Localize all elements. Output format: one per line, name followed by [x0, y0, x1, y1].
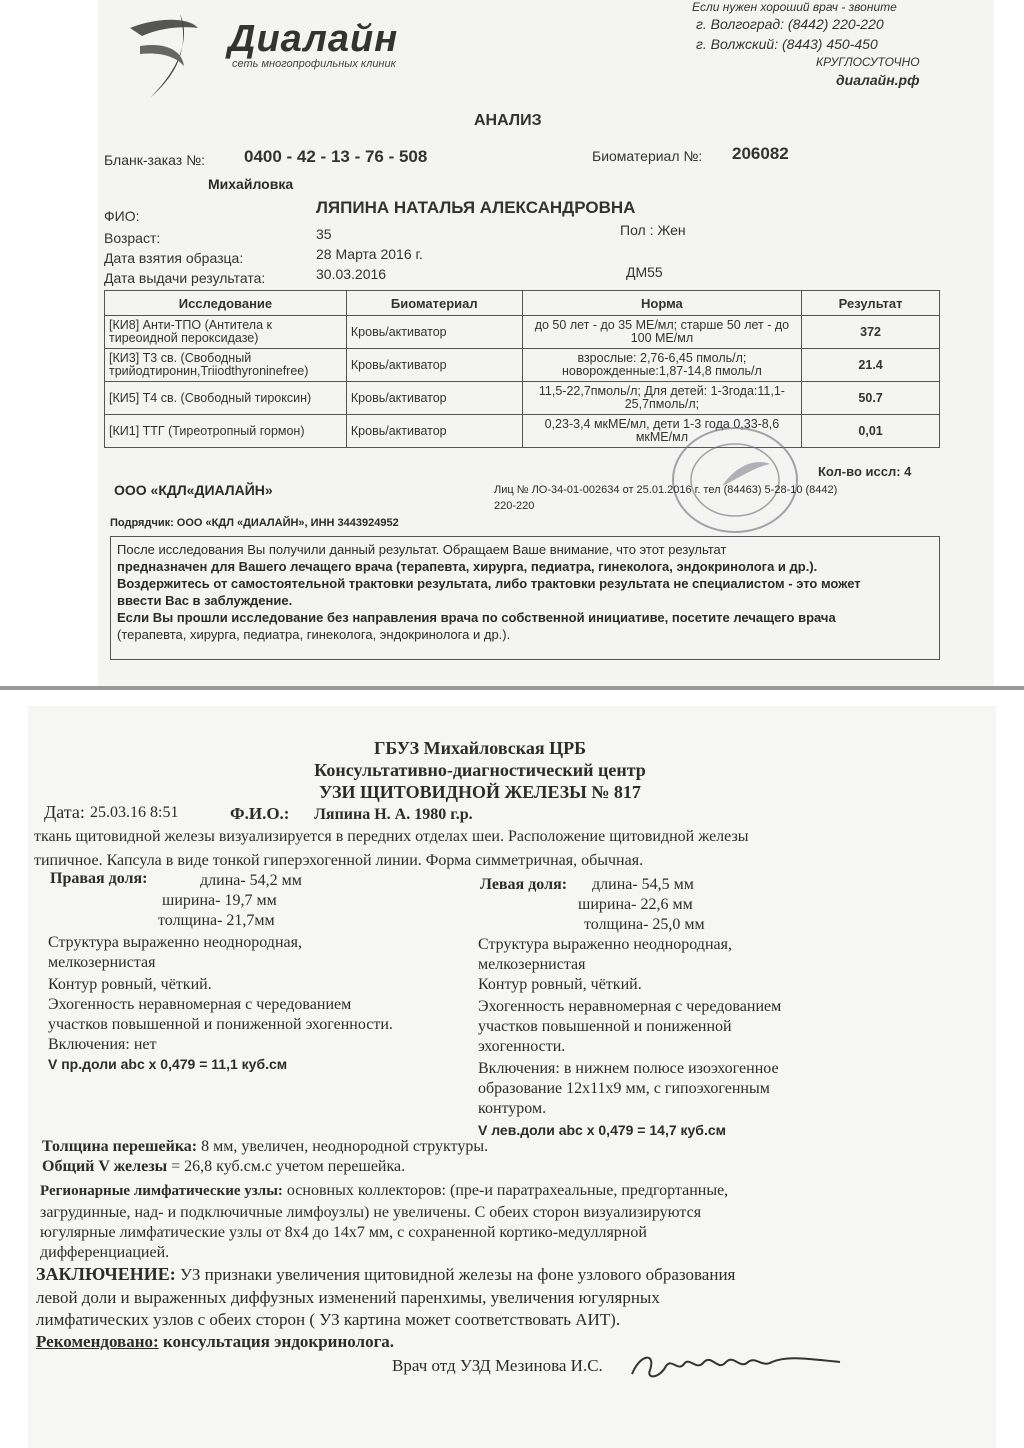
left-lobe-structure: мелкозернистая [478, 956, 586, 973]
sheet-edge [0, 686, 1024, 690]
results-table [104, 290, 940, 448]
lymph-nodes-text: загрудинные, над- и подключичные лимфоузлы) не увеличены. С обеих сторон визуализируются [40, 1204, 702, 1221]
recommendation-text: консультация эндокринолога. [158, 1332, 395, 1351]
recommendation-label: Рекомендовано: [36, 1332, 159, 1351]
us-date: 25.03.16 8:51 [90, 804, 179, 821]
lymph-nodes-line [40, 1182, 728, 1200]
right-lobe-width: ширина- 19,7 мм [162, 892, 277, 909]
right-lobe-echo: участков повышенной и пониженной эхогенности. [48, 1016, 393, 1033]
location: Михайловка [208, 176, 294, 192]
doctor-name: Врач отд УЗД Мезинова И.С. [392, 1356, 603, 1375]
code: ДМ55 [626, 264, 663, 280]
right-lobe-contour: Контур ровный, чёткий. [48, 976, 212, 993]
notice-line: (терапевта, хирурга, педиатра, гинеколога, эндокринолога и др.). [117, 627, 511, 642]
right-lobe-thickness: толщина- 21,7мм [158, 912, 275, 929]
contact-volzhsky: г. Волжский: (8443) 450-450 [696, 36, 878, 52]
notice-line: Если Вы прошли исследование без направления врача по собственной инициативе, посетите лечащего врача [117, 610, 836, 625]
license: Лиц № ЛО-34-01-002634 от 25.01.2016 г. тел (84463) 5-28-10 (8442) [494, 484, 838, 496]
top-note: Если нужен хороший врач - звоните [692, 0, 897, 14]
test-norm: взрослые: 2,76-6,45 пмоль/л; новорожденные:1,87-14,8 пмоль/л [522, 349, 802, 382]
left-lobe-echo: участков повышенной и пониженной [478, 1018, 732, 1035]
order-label: Бланк-заказ №: [104, 152, 205, 168]
table-header-row [105, 291, 940, 316]
right-lobe-structure: мелкозернистая [48, 954, 156, 971]
total-volume-label: Общий V железы [42, 1158, 168, 1175]
right-lobe-structure: Структура выраженно неоднородная, [48, 934, 302, 951]
conclusion-text: УЗ признаки увеличения щитовидной железы на фоне узлового образования [175, 1265, 736, 1284]
us-intro-line: ткань щитовидной железы визуализируется в передних отделах шеи. Расположение щитовидной железы [34, 828, 749, 845]
age-value: 35 [316, 226, 332, 242]
notice-line: После исследования Вы получили данный результат. Обращаем Ваше внимание, что этот результат [117, 542, 727, 557]
header-material: Биоматериал [346, 291, 522, 316]
contact-volgograd: г. Волгоград: (8442) 220-220 [696, 16, 884, 32]
conclusion-line [36, 1264, 735, 1285]
biomaterial-number: 206082 [732, 144, 789, 163]
doctor-signature-icon [626, 1340, 846, 1390]
table-row [105, 415, 940, 448]
left-lobe-inclusions: образование 12х11х9 мм, с гипоэхогенным [478, 1080, 770, 1097]
lymph-nodes-label: Регионарные лимфатические узлы: [40, 1183, 283, 1199]
test-norm: 11,5-22,7пмоль/л; Для детей: 1-3года:11,1-25,7пмоль/л; [522, 382, 802, 415]
sample-date-label: Дата взятия образца: [104, 250, 244, 266]
total-volume-value: = 26,8 куб.см.с учетом перешейка. [167, 1158, 406, 1175]
contractor: Подрядчик: ООО «КДЛ «ДИАЛАЙН», ИНН 3443924952 [110, 517, 399, 529]
left-lobe-thickness: толщина- 25,0 мм [584, 916, 705, 933]
us-header-hospital: ГБУЗ Михайловская ЦРБ [373, 738, 586, 758]
lab-title: АНАЛИЗ [474, 112, 542, 129]
notice-line: Воздержитесь от самостоятельной трактовки результата, либо трактовки результата не специалистом - это может [117, 576, 861, 591]
header-test: Исследование [105, 291, 347, 316]
test-result: 50.7 [802, 382, 940, 415]
test-material: Кровь/активатор [346, 382, 522, 415]
right-lobe-length: длина- 54,2 мм [200, 872, 302, 889]
isthmus-line [42, 1138, 488, 1156]
test-material: Кровь/активатор [346, 349, 522, 382]
test-name: [КИ1] ТТГ (Тиреотропный гормон) [105, 415, 347, 448]
test-norm: 0,23-3,4 мкМЕ/мл, дети 1-3 года 0,33-8,6 мкМЕ/мл [522, 415, 802, 448]
age-label: Возраст: [104, 230, 161, 246]
left-lobe-structure: Структура выраженно неоднородная, [478, 936, 732, 953]
dialine-logo-icon [120, 6, 220, 106]
logo-tagline: сеть многопрофильных клиник [232, 58, 396, 70]
us-date-label: Дата: [44, 802, 85, 822]
right-lobe-echo: Эхогенность неравномерная с чередованием [48, 996, 352, 1013]
notice-line: предназначен для Вашего лечащего врача (терапевта, хирурга, педиатра, гинеколога, эндокринолога и др.). [117, 559, 818, 574]
total-volume-line [42, 1158, 405, 1176]
test-material: Кровь/активатор [346, 415, 522, 448]
conclusion-text: левой доли и выраженных диффузных изменений паренхимы, увеличения югулярных [36, 1288, 660, 1307]
header-result: Результат [802, 291, 940, 316]
patient-name: ЛЯПИНА НАТАЛЬЯ АЛЕКСАНДРОВНА [316, 198, 636, 217]
test-count: Кол-во иссл: 4 [818, 464, 912, 479]
lab-stamp-icon [660, 420, 810, 540]
notice-line: ввести Вас в заблуждение. [117, 593, 293, 608]
us-intro-line: типичное. Капсула в виде тонкой гиперэхогенной линии. Форма симметричная, обычная. [34, 852, 644, 869]
notice-box [110, 536, 940, 660]
test-material: Кровь/активатор [346, 316, 522, 349]
result-date: 30.03.2016 [316, 266, 387, 282]
left-lobe-width: ширина- 22,6 мм [578, 896, 693, 913]
test-name: [КИ5] Т4 св. (Свободный тироксин) [105, 382, 347, 415]
left-lobe-echo: Эхогенность неравномерная с чередованием [478, 998, 782, 1015]
test-result: 0,01 [802, 415, 940, 448]
left-lobe-volume: V лев.доли abc x 0,479 = 14,7 куб.см [478, 1122, 726, 1138]
left-lobe-inclusions: контуром. [478, 1100, 547, 1117]
right-lobe-inclusions: Включения: нет [48, 1036, 157, 1053]
lymph-nodes-text: югулярные лимфатические узлы от 8х4 до 14х7 мм, с сохраненной кортико-медуллярной [40, 1224, 647, 1241]
left-lobe-contour: Контур ровный, чёткий. [478, 976, 642, 993]
conclusion-label: ЗАКЛЮЧЕНИЕ: [36, 1264, 176, 1284]
us-fio-label: Ф.И.О.: [230, 804, 290, 823]
right-lobe-volume: V пр.доли abc x 0,479 = 11,1 куб.см [48, 1056, 288, 1072]
lymph-nodes-text: дифференциацией. [40, 1244, 170, 1261]
us-header-title: УЗИ ЩИТОВИДНОЙ ЖЕЛЕЗЫ № 817 [319, 782, 641, 802]
left-lobe-length: длина- 54,5 мм [592, 876, 694, 893]
test-result: 21.4 [802, 349, 940, 382]
table-row [105, 382, 940, 415]
test-norm: до 50 лет - до 35 МЕ/мл; старше 50 лет - до 100 МЕ/мл [522, 316, 802, 349]
test-name: [КИ3] Т3 св. (Свободный трийодтиронин,Triiodthyroninefree) [105, 349, 347, 382]
lab-org: ООО «КДЛ«ДИАЛАЙН» [114, 482, 273, 498]
lymph-nodes-text: основных коллекторов: (пре-и паратрахеальные, предгортанные, [282, 1182, 729, 1199]
contact-hours: КРУГЛОСУТОЧНО [816, 55, 920, 69]
us-patient: Ляпина Н. А. 1980 г.р. [314, 806, 473, 823]
left-lobe-echo: эхогенности. [478, 1038, 566, 1055]
conclusion-text: лимфатических узлов с обеих сторон ( УЗ картина может соответствовать АИТ). [36, 1310, 621, 1329]
left-lobe-inclusions: Включения: в нижнем полюсе изоэхогенное [478, 1060, 779, 1077]
test-result: 372 [802, 316, 940, 349]
table-row [105, 349, 940, 382]
isthmus-value: 8 мм, увеличен, неоднородной структуры. [197, 1138, 489, 1155]
header-norm: Норма [522, 291, 802, 316]
us-header-center: Консультативно-диагностический центр [314, 760, 646, 780]
logo-name: Диалайн [228, 18, 399, 60]
test-name: [КИ8] Анти-ТПО (Антитела к тиреоидной пероксидазе) [105, 316, 347, 349]
isthmus-label: Толщина перешейка: [42, 1138, 198, 1155]
fio-label: ФИО: [104, 208, 140, 224]
table-row [105, 316, 940, 349]
biomaterial-label: Биоматериал №: [592, 148, 703, 164]
right-lobe-title: Правая доля: [50, 870, 148, 887]
left-lobe-title: Левая доля: [480, 876, 568, 893]
contact-site: диалайн.рф [836, 72, 920, 88]
license-tail: 220-220 [494, 500, 535, 512]
order-number: 0400 - 42 - 13 - 76 - 508 [244, 147, 428, 166]
recommendation-line [36, 1332, 394, 1352]
sample-date: 28 Марта 2016 г. [316, 246, 423, 262]
result-date-label: Дата выдачи результата: [104, 270, 266, 286]
sex-value: Пол : Жен [620, 222, 686, 238]
